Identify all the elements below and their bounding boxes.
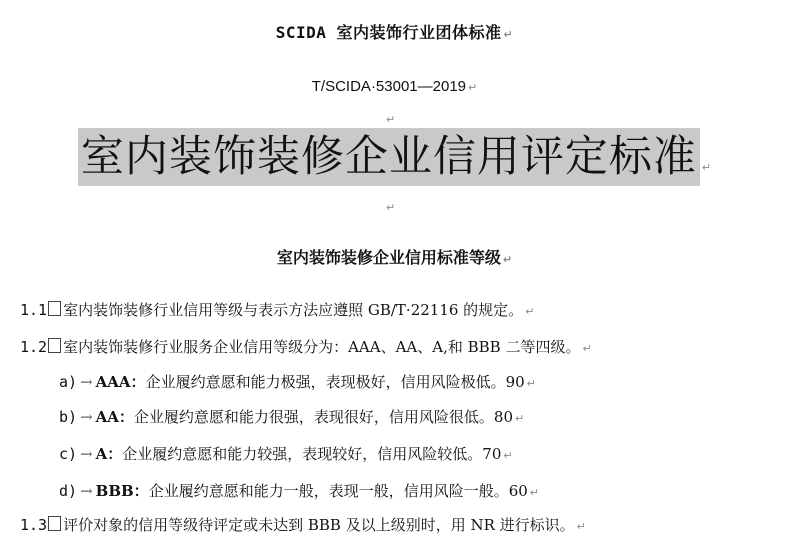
main-title-wrap: [0, 128, 789, 186]
paragraph-mark-icon: ↵: [582, 342, 592, 355]
paragraph-mark-icon: ↵: [526, 377, 536, 390]
grade-label: AA：: [95, 408, 134, 426]
paragraph-mark-icon: ↵: [515, 412, 525, 425]
paragraph-mark-icon: ↵: [503, 28, 514, 41]
header-title: [0, 20, 789, 43]
paragraph-mark-icon: ↵: [503, 449, 513, 462]
paragraph-mark-icon: ↵: [525, 305, 535, 318]
paragraph-mark-icon: ↵: [701, 161, 712, 174]
section-title-text: 室内装饰装修企业信用标准等级: [276, 248, 501, 267]
standard-code: [0, 78, 789, 95]
list-item: [20, 337, 592, 359]
paragraph-mark-icon: ↵: [529, 486, 539, 499]
item-number: 1.3: [20, 516, 48, 534]
sub-item-text: 企业履约意愿和能力较强，表现较好，信用风险较低。70: [122, 445, 502, 463]
paragraph-mark-icon: ↵: [502, 253, 513, 266]
item-text: 室内装饰装修行业服务企业信用等级分为：AAA、AA、A,和 BBB 二等四级。: [63, 338, 581, 356]
checkbox-placeholder-icon: [48, 338, 61, 353]
grade-label: AAA：: [95, 373, 146, 391]
main-title-selected[interactable]: 室内装饰装修企业信用评定标准: [78, 128, 700, 186]
sub-list-item: [59, 481, 539, 503]
item-text: 评价对象的信用等级待评定或未达到 BBB 及以上级别时，用 NR 进行标识。: [63, 516, 575, 534]
sub-item-text: 企业履约意愿和能力极强，表现极好，信用风险极低。90: [145, 373, 525, 391]
sub-item-marker: c): [59, 445, 78, 463]
tab-arrow-icon: →: [80, 373, 93, 391]
paragraph-mark-icon: ↵: [468, 81, 478, 94]
sub-list-item: [59, 407, 524, 429]
paragraph-mark-icon: ↵: [386, 201, 396, 214]
paragraph-mark-icon: ↵: [576, 520, 586, 533]
section-title: [0, 245, 789, 268]
list-item: [20, 300, 534, 322]
empty-paragraph: [384, 196, 395, 215]
tab-arrow-icon: →: [80, 408, 93, 426]
tab-arrow-icon: →: [80, 445, 93, 463]
sub-list-item: [59, 444, 513, 466]
checkbox-placeholder-icon: [48, 301, 61, 316]
grade-label: A：: [95, 445, 123, 463]
paragraph-mark-icon: ↵: [386, 113, 396, 126]
sub-item-marker: a): [59, 373, 78, 391]
header-title-text: SCIDA 室内装饰行业团体标准: [275, 23, 502, 42]
standard-code-text: T/SCIDA·53001—2019: [311, 78, 467, 95]
tab-arrow-icon: →: [80, 482, 93, 500]
grade-label: BBB：: [95, 482, 149, 500]
sub-item-text: 企业履约意愿和能力一般，表现一般，信用风险一般。60: [148, 482, 528, 500]
sub-item-marker: b): [59, 408, 78, 426]
item-number: 1.1: [20, 301, 48, 319]
sub-item-text: 企业履约意愿和能力很强，表现很好，信用风险很低。80: [133, 408, 514, 426]
item-number: 1.2: [20, 338, 48, 356]
sub-list-item: [59, 372, 536, 394]
list-item: [20, 515, 586, 537]
item-text: 室内装饰装修行业信用等级与表示方法应遵照 GB/T·22116 的规定。: [63, 301, 524, 319]
checkbox-placeholder-icon: [48, 516, 61, 531]
sub-item-marker: d): [59, 482, 78, 500]
empty-paragraph: [384, 108, 395, 127]
